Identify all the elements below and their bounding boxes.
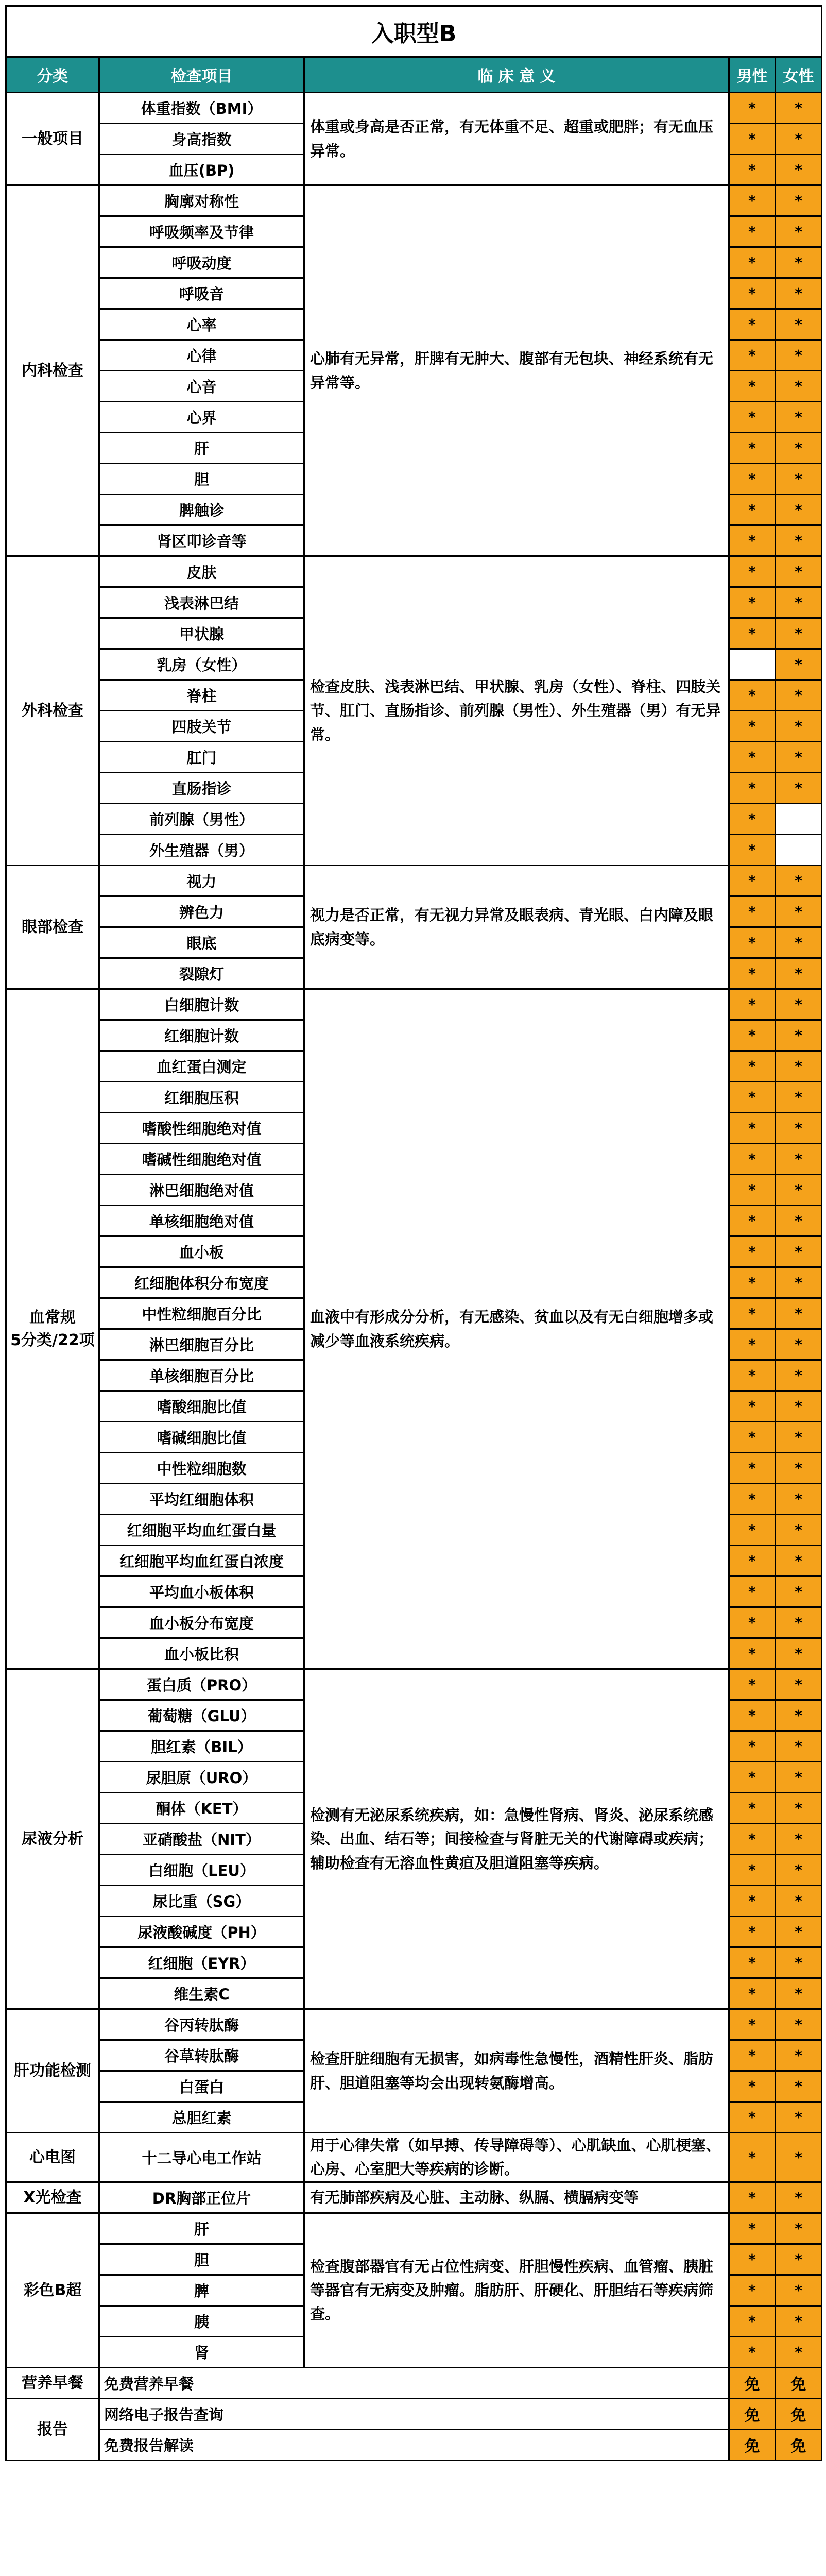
male-mark-cell: * [729,742,776,773]
item-cell: 红细胞体积分布宽度 [99,1267,304,1298]
item-cell: 尿液酸碱度（PH） [99,1917,304,1947]
female-mark-cell: * [776,340,822,371]
female-mark-cell: * [776,1669,822,1700]
male-mark-cell: * [729,278,776,309]
female-mark-cell: * [776,1978,822,2009]
female-mark-cell: * [776,742,822,773]
male-mark-cell: * [729,1020,776,1051]
female-mark-cell: * [776,2102,822,2133]
female-mark-cell: * [776,247,822,278]
item-cell: 血小板比积 [99,1638,304,1669]
female-mark-cell: * [776,495,822,526]
male-mark-cell: * [729,835,776,866]
male-mark-cell: * [729,526,776,556]
table-header-row [6,57,822,93]
item-cell: 辨色力 [99,896,304,927]
item-cell: 裂隙灯 [99,958,304,989]
item-cell: 红细胞平均血红蛋白量 [99,1515,304,1546]
item-cell: 红细胞平均血红蛋白浓度 [99,1546,304,1577]
item-cell: 白细胞计数 [99,989,304,1020]
male-mark-cell: * [729,2213,776,2244]
male-mark-cell: * [729,773,776,804]
category-cell: 外科检查 [6,556,99,866]
female-mark-cell: * [776,1236,822,1267]
female-mark-cell: * [776,1360,822,1391]
male-mark-cell: * [729,711,776,742]
table-row [6,556,822,587]
female-mark-cell: * [776,2275,822,2306]
item-cell: 免费营养早餐 [99,2367,729,2398]
male-mark-cell: * [729,2244,776,2275]
male-mark-cell: * [729,1546,776,1577]
item-cell: 谷草转肽酶 [99,2040,304,2071]
item-cell: 网络电子报告查询 [99,2398,729,2429]
male-mark-cell: * [729,1206,776,1236]
male-mark-cell: * [729,93,776,124]
male-mark-cell: * [729,1947,776,1978]
female-mark-cell: * [776,1082,822,1113]
female-mark-cell: * [776,1577,822,1607]
male-mark-cell: * [729,896,776,927]
male-mark-cell: 免 [729,2367,776,2398]
item-cell: 身高指数 [99,124,304,155]
item-cell: 肝 [99,433,304,464]
female-mark-cell: * [776,155,822,185]
table-row [6,2367,822,2398]
female-mark-cell: 免 [776,2429,822,2460]
item-cell: DR胸部正位片 [99,2182,304,2213]
female-mark-cell [776,804,822,835]
male-mark-cell: * [729,1824,776,1855]
female-mark-cell: * [776,402,822,433]
male-mark-cell: * [729,1422,776,1453]
item-cell: 白蛋白 [99,2071,304,2102]
male-mark-cell: * [729,2133,776,2182]
male-mark-cell: * [729,989,776,1020]
male-mark-cell: * [729,556,776,587]
item-cell: 尿胆原（URO） [99,1762,304,1793]
male-mark-cell: * [729,247,776,278]
item-cell: 血压(BP) [99,155,304,185]
male-mark-cell: * [729,433,776,464]
female-mark-cell: * [776,185,822,216]
male-mark-cell: * [729,1577,776,1607]
item-cell: 葡萄糖（GLU） [99,1700,304,1731]
item-cell: 脊柱 [99,680,304,711]
male-mark-cell: * [729,371,776,402]
female-mark-cell: * [776,1391,822,1422]
male-mark-cell: * [729,1978,776,2009]
item-cell: 心律 [99,340,304,371]
item-cell: 心界 [99,402,304,433]
item-cell: 呼吸频率及节律 [99,216,304,247]
item-cell: 平均红细胞体积 [99,1484,304,1515]
clinical-meaning-cell: 检查腹部器官有无占位性病变、肝胆慢性疾病、血管瘤、胰脏等器官有无病变及肿瘤。脂肪肝、肝硬化、肝胆结石等疾病筛查。 [304,2213,729,2367]
female-mark-cell: * [776,216,822,247]
female-mark-cell: * [776,958,822,989]
female-mark-cell: * [776,680,822,711]
male-mark-cell: * [729,1669,776,1700]
male-mark-cell: * [729,1236,776,1267]
female-mark-cell [776,835,822,866]
male-mark-cell: * [729,2102,776,2133]
item-cell: 平均血小板体积 [99,1577,304,1607]
male-mark-cell: * [729,1484,776,1515]
female-mark-cell: * [776,526,822,556]
item-cell: 白细胞（LEU） [99,1855,304,1886]
female-mark-cell: * [776,2040,822,2071]
female-mark-cell: * [776,1824,822,1855]
female-mark-cell: * [776,1886,822,1917]
item-cell: 红细胞计数 [99,1020,304,1051]
item-cell: 总胆红素 [99,2102,304,2133]
clinical-meaning-cell: 有无肺部疾病及心脏、主动脉、纵膈、横膈病变等 [304,2182,729,2213]
clinical-meaning-cell: 用于心律失常（如早搏、传导障碍等）、心肌缺血、心肌梗塞、心房、心室肥大等疾病的诊断。 [304,2133,729,2182]
male-mark-cell: * [729,1700,776,1731]
item-cell: 肛门 [99,742,304,773]
clinical-meaning-cell: 检查皮肤、浅表淋巴结、甲状腺、乳房（女性）、脊柱、四肢关节、肛门、直肠指诊、前列腺（男性）、外生殖器（男）有无异常。 [304,556,729,866]
item-cell: 乳房（女性） [99,649,304,680]
table-row [6,2213,822,2244]
category-cell: 一般项目 [6,93,99,185]
male-mark-cell: * [729,2071,776,2102]
female-mark-cell: * [776,433,822,464]
male-mark-cell: * [729,1329,776,1360]
item-cell: 眼底 [99,927,304,958]
female-mark-cell: * [776,649,822,680]
category-cell: 心电图 [6,2133,99,2182]
category-cell: 报告 [6,2398,99,2460]
female-mark-cell: * [776,587,822,618]
header-item: 检查项目 [99,57,304,93]
checkup-package-sheet [5,5,821,2461]
male-mark-cell: * [729,1298,776,1329]
male-mark-cell: * [729,309,776,340]
male-mark-cell: * [729,1267,776,1298]
female-mark-cell: * [776,124,822,155]
female-mark-cell: * [776,2009,822,2040]
male-mark-cell: * [729,1051,776,1082]
female-mark-cell: * [776,989,822,1020]
item-cell: 嗜酸性细胞绝对值 [99,1113,304,1144]
female-mark-cell: * [776,1855,822,1886]
item-cell: 血小板分布宽度 [99,1607,304,1638]
category-cell: X光检查 [6,2182,99,2213]
item-cell: 淋巴细胞百分比 [99,1329,304,1360]
female-mark-cell: * [776,2133,822,2182]
female-mark-cell: * [776,556,822,587]
item-cell: 视力 [99,866,304,896]
item-cell: 呼吸动度 [99,247,304,278]
female-mark-cell: * [776,866,822,896]
male-mark-cell: * [729,1917,776,1947]
item-cell: 嗜酸细胞比值 [99,1391,304,1422]
female-mark-cell: 免 [776,2398,822,2429]
male-mark-cell: * [729,402,776,433]
male-mark-cell: * [729,1360,776,1391]
item-cell: 淋巴细胞绝对值 [99,1175,304,1206]
clinical-meaning-cell: 体重或身高是否正常，有无体重不足、超重或肥胖；有无血压异常。 [304,93,729,185]
table-row [6,2182,822,2213]
female-mark-cell: * [776,2306,822,2336]
male-mark-cell: * [729,340,776,371]
male-mark-cell: * [729,124,776,155]
female-mark-cell: * [776,1422,822,1453]
category-cell: 血常规 5分类/22项 [6,989,99,1669]
clinical-meaning-cell: 血液中有形成分分析，有无感染、贫血以及有无白细胞增多或减少等血液系统疾病。 [304,989,729,1669]
male-mark-cell: * [729,1144,776,1175]
female-mark-cell: * [776,1453,822,1484]
item-cell: 嗜碱性细胞绝对值 [99,1144,304,1175]
male-mark-cell: * [729,155,776,185]
female-mark-cell: * [776,1731,822,1762]
category-cell: 营养早餐 [6,2367,99,2398]
male-mark-cell: * [729,1886,776,1917]
female-mark-cell: * [776,1546,822,1577]
clinical-meaning-cell: 检查肝脏细胞有无损害，如病毒性急慢性，酒精性肝炎、脂肪肝、胆道阻塞等均会出现转氨酶增高。 [304,2009,729,2133]
female-mark-cell: * [776,1144,822,1175]
female-mark-cell: * [776,1917,822,1947]
male-mark-cell: * [729,866,776,896]
male-mark-cell: * [729,1453,776,1484]
item-cell: 红细胞压积 [99,1082,304,1113]
male-mark-cell: * [729,2336,776,2367]
item-cell: 嗜碱细胞比值 [99,1422,304,1453]
item-cell: 心音 [99,371,304,402]
female-mark-cell: * [776,896,822,927]
male-mark-cell: * [729,587,776,618]
table-row [6,93,822,124]
female-mark-cell: * [776,1515,822,1546]
category-cell: 尿液分析 [6,1669,99,2009]
female-mark-cell: * [776,464,822,495]
male-mark-cell: 免 [729,2398,776,2429]
item-cell: 肾 [99,2336,304,2367]
item-cell: 维生素C [99,1978,304,2009]
item-cell: 胆红素（BIL） [99,1731,304,1762]
item-cell: 红细胞（EYR） [99,1947,304,1978]
item-cell: 免费报告解读 [99,2429,729,2460]
clinical-meaning-cell: 检测有无泌尿系统疾病，如：急慢性肾病、肾炎、泌尿系统感染、出血、结石等；间接检查与肾脏无关的代谢障碍或疾病；辅助检查有无溶血性黄疸及胆道阻塞等疾病。 [304,1669,729,2009]
item-cell: 胆 [99,2244,304,2275]
male-mark-cell: * [729,618,776,649]
female-mark-cell: * [776,1113,822,1144]
item-cell: 尿比重（SG） [99,1886,304,1917]
female-mark-cell: * [776,1329,822,1360]
table-row [6,2133,822,2182]
female-mark-cell: * [776,773,822,804]
male-mark-cell [729,649,776,680]
male-mark-cell: * [729,1793,776,1824]
item-cell: 浅表淋巴结 [99,587,304,618]
item-cell: 心率 [99,309,304,340]
item-cell: 酮体（KET） [99,1793,304,1824]
male-mark-cell: * [729,1391,776,1422]
item-cell: 谷丙转肽酶 [99,2009,304,2040]
female-mark-cell: 免 [776,2367,822,2398]
female-mark-cell: * [776,309,822,340]
item-cell: 直肠指诊 [99,773,304,804]
female-mark-cell: * [776,1638,822,1669]
package-title: 入职型B [6,6,822,57]
female-mark-cell: * [776,1793,822,1824]
male-mark-cell: * [729,804,776,835]
item-cell: 十二导心电工作站 [99,2133,304,2182]
male-mark-cell: * [729,1515,776,1546]
male-mark-cell: * [729,216,776,247]
item-cell: 外生殖器（男） [99,835,304,866]
table-row [6,2429,822,2460]
male-mark-cell: * [729,1731,776,1762]
item-cell: 单核细胞绝对值 [99,1206,304,1236]
item-cell: 脾触诊 [99,495,304,526]
female-mark-cell: * [776,278,822,309]
category-cell: 彩色B超 [6,2213,99,2367]
clinical-meaning-cell: 心肺有无异常，肝脾有无肿大、腹部有无包块、神经系统有无异常等。 [304,185,729,556]
male-mark-cell: * [729,2182,776,2213]
female-mark-cell: * [776,1051,822,1082]
item-cell: 皮肤 [99,556,304,587]
female-mark-cell: * [776,371,822,402]
male-mark-cell: * [729,2009,776,2040]
female-mark-cell: * [776,1762,822,1793]
header-meaning: 临 床 意 义 [304,57,729,93]
male-mark-cell: * [729,1638,776,1669]
female-mark-cell: * [776,1484,822,1515]
male-mark-cell: * [729,1175,776,1206]
table-row [6,866,822,896]
female-mark-cell: * [776,2213,822,2244]
item-cell: 四肢关节 [99,711,304,742]
header-male: 男性 [729,57,776,93]
item-cell: 脾 [99,2275,304,2306]
female-mark-cell: * [776,1298,822,1329]
item-cell: 中性粒细胞百分比 [99,1298,304,1329]
table-row [6,989,822,1020]
male-mark-cell: * [729,1113,776,1144]
female-mark-cell: * [776,2336,822,2367]
female-mark-cell: * [776,1947,822,1978]
header-category: 分类 [6,57,99,93]
item-cell: 肾区叩诊音等 [99,526,304,556]
header-female: 女性 [776,57,822,93]
female-mark-cell: * [776,93,822,124]
male-mark-cell: * [729,185,776,216]
male-mark-cell: * [729,680,776,711]
female-mark-cell: * [776,1607,822,1638]
male-mark-cell: * [729,1855,776,1886]
item-cell: 血小板 [99,1236,304,1267]
table-row [6,1669,822,1700]
female-mark-cell: * [776,2244,822,2275]
female-mark-cell: * [776,1175,822,1206]
table-row [6,2398,822,2429]
item-cell: 前列腺（男性） [99,804,304,835]
item-cell: 中性粒细胞数 [99,1453,304,1484]
female-mark-cell: * [776,927,822,958]
item-cell: 体重指数（BMI） [99,93,304,124]
item-cell: 胆 [99,464,304,495]
checkup-package-table [5,5,822,2461]
table-row [6,2009,822,2040]
male-mark-cell: * [729,2306,776,2336]
category-cell: 肝功能检测 [6,2009,99,2133]
item-cell: 单核细胞百分比 [99,1360,304,1391]
female-mark-cell: * [776,1206,822,1236]
male-mark-cell: 免 [729,2429,776,2460]
item-cell: 血红蛋白测定 [99,1051,304,1082]
female-mark-cell: * [776,1700,822,1731]
male-mark-cell: * [729,2040,776,2071]
female-mark-cell: * [776,1267,822,1298]
item-cell: 胰 [99,2306,304,2336]
item-cell: 亚硝酸盐（NIT） [99,1824,304,1855]
item-cell: 蛋白质（PRO） [99,1669,304,1700]
male-mark-cell: * [729,927,776,958]
male-mark-cell: * [729,1607,776,1638]
item-cell: 胸廓对称性 [99,185,304,216]
female-mark-cell: * [776,2071,822,2102]
male-mark-cell: * [729,1762,776,1793]
category-cell: 内科检查 [6,185,99,556]
item-cell: 肝 [99,2213,304,2244]
male-mark-cell: * [729,495,776,526]
female-mark-cell: * [776,618,822,649]
female-mark-cell: * [776,1020,822,1051]
male-mark-cell: * [729,2275,776,2306]
male-mark-cell: * [729,1082,776,1113]
category-cell: 眼部检查 [6,866,99,989]
item-cell: 呼吸音 [99,278,304,309]
female-mark-cell: * [776,2182,822,2213]
female-mark-cell: * [776,711,822,742]
table-row [6,185,822,216]
clinical-meaning-cell: 视力是否正常，有无视力异常及眼表病、青光眼、白内障及眼底病变等。 [304,866,729,989]
male-mark-cell: * [729,464,776,495]
item-cell: 甲状腺 [99,618,304,649]
male-mark-cell: * [729,958,776,989]
